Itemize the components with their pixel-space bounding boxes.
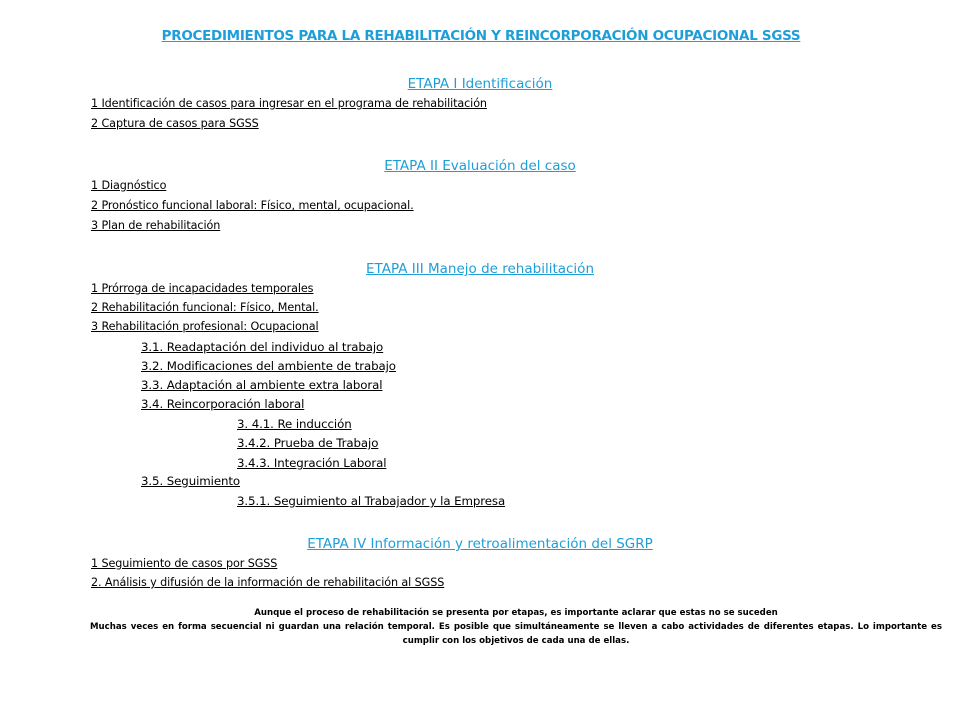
stage-3-item-3-4-2[interactable]: 3.4.2. Prueba de Trabajo (237, 436, 379, 450)
stage-2-heading[interactable]: ETAPA II Evaluación del caso (384, 158, 576, 174)
stage-3-item-3-4[interactable]: 3.4. Reincorporación laboral (141, 397, 305, 411)
stage-3-item-3-1[interactable]: 3.1. Readaptación del individuo al trabajo (141, 340, 384, 354)
stage-1-item-1[interactable]: 1 Identificación de casos para ingresar en el programa de rehabilitación (91, 97, 487, 110)
stage-1-heading[interactable]: ETAPA I Identificación (407, 76, 553, 92)
stage-3-heading[interactable]: ETAPA III Manejo de rehabilitación (365, 261, 595, 277)
footnote (90, 606, 942, 648)
stage-4-item-2[interactable]: 2. Análisis y difusión de la información de rehabilitación al SGSS (91, 576, 445, 589)
stage-2-item-1[interactable]: 1 Diagnóstico (91, 179, 167, 192)
page-title[interactable]: PROCEDIMIENTOS PARA LA REHABILITACIÓN Y REINCORPORACIÓN OCUPACIONAL SGSS (161, 28, 801, 44)
stage-2-item-3[interactable]: 3 Plan de rehabilitación (91, 219, 221, 232)
stage-3-item-3-2[interactable]: 3.2. Modificaciones del ambiente de trabajo (141, 359, 396, 373)
footnote-line-2: Muchas veces en forma secuencial ni guardan una relación temporal. Es posible que simultáneamente se lleven a cabo actividades de diferentes etapas. Lo importante es cumplir con los objetivos de cada una de ellas. (90, 622, 942, 646)
stage-3-item-1[interactable]: 1 Prórroga de incapacidades temporales (91, 282, 314, 295)
stage-3-item-2[interactable]: 2 Rehabilitación funcional: Físico, Mental. (91, 301, 319, 314)
footnote-line-1: Aunque el proceso de rehabilitación se presenta por etapas, es importante aclarar que estas no se suceden (254, 608, 778, 618)
stage-1-item-2[interactable]: 2 Captura de casos para SGSS (91, 117, 259, 130)
stage-4-heading[interactable]: ETAPA IV Información y retroalimentación del SGRP (307, 536, 653, 552)
stage-4-item-1[interactable]: 1 Seguimiento de casos por SGSS (91, 557, 278, 570)
stage-3-item-3-4-3[interactable]: 3.4.3. Integración Laboral (237, 456, 387, 470)
stage-3-item-3[interactable]: 3 Rehabilitación profesional: Ocupacional (91, 320, 319, 333)
stage-2-item-2[interactable]: 2 Pronóstico funcional laboral: Físico, mental, ocupacional. (91, 199, 414, 212)
stage-3-item-3-3[interactable]: 3.3. Adaptación al ambiente extra laboral (141, 378, 383, 392)
stage-3-item-3-4-1[interactable]: 3. 4.1. Re inducción (237, 417, 352, 431)
stage-3-item-3-5-1[interactable]: 3.5.1. Seguimiento al Trabajador y la Empresa (237, 494, 506, 508)
stage-3-item-3-5[interactable]: 3.5. Seguimiento (141, 474, 240, 488)
